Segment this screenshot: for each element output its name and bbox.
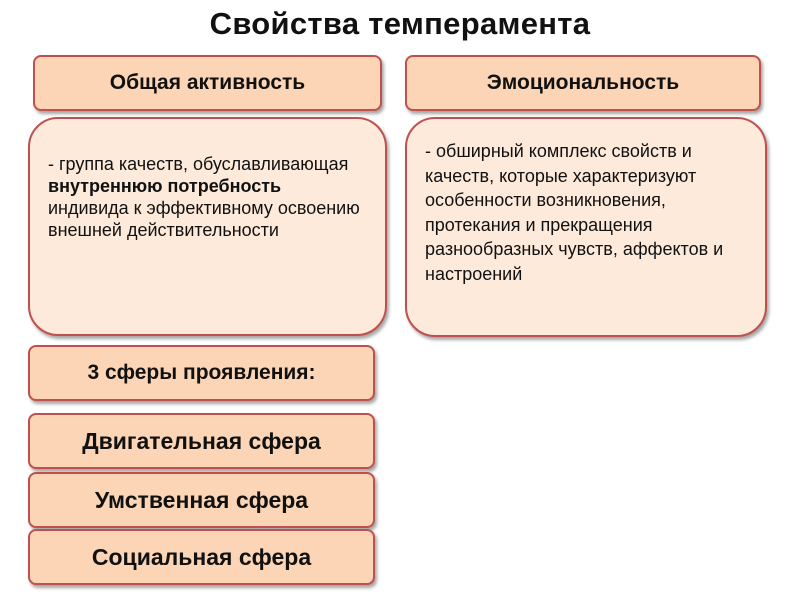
sphere-label: Социальная сфера [91,543,312,570]
general-activity-description-text: - группа качеств, обуславливающая [48,154,349,174]
emotionality-description [405,117,767,337]
page-title: Свойства темперамента [209,6,591,41]
sphere-box-social [28,529,375,585]
general-activity-header [33,55,382,111]
emotionality-header [405,55,761,111]
general-activity-description [28,117,387,336]
emotionality-description-text: - обширный комплекс свойств и качеств, которые характеризуют особенности возникновения, протекания и прекращения разнообразных чувств, аффектов и настроений [425,141,724,284]
general-activity-description-bold: внутреннюю потребность [48,176,282,196]
spheres-header-label: 3 сферы проявления: [87,361,316,384]
sphere-box-mental [28,472,375,528]
general-activity-header-label: Общая активность [109,71,306,94]
sphere-label: Двигательная сфера [82,427,321,454]
sphere-label: Умственная сфера [94,486,309,513]
general-activity-description-rest: индивида к эффективному освоению внешней действительности [48,198,360,240]
spheres-header [28,345,375,401]
emotionality-header-label: Эмоциональность [486,71,680,94]
sphere-box-motor [28,413,375,469]
